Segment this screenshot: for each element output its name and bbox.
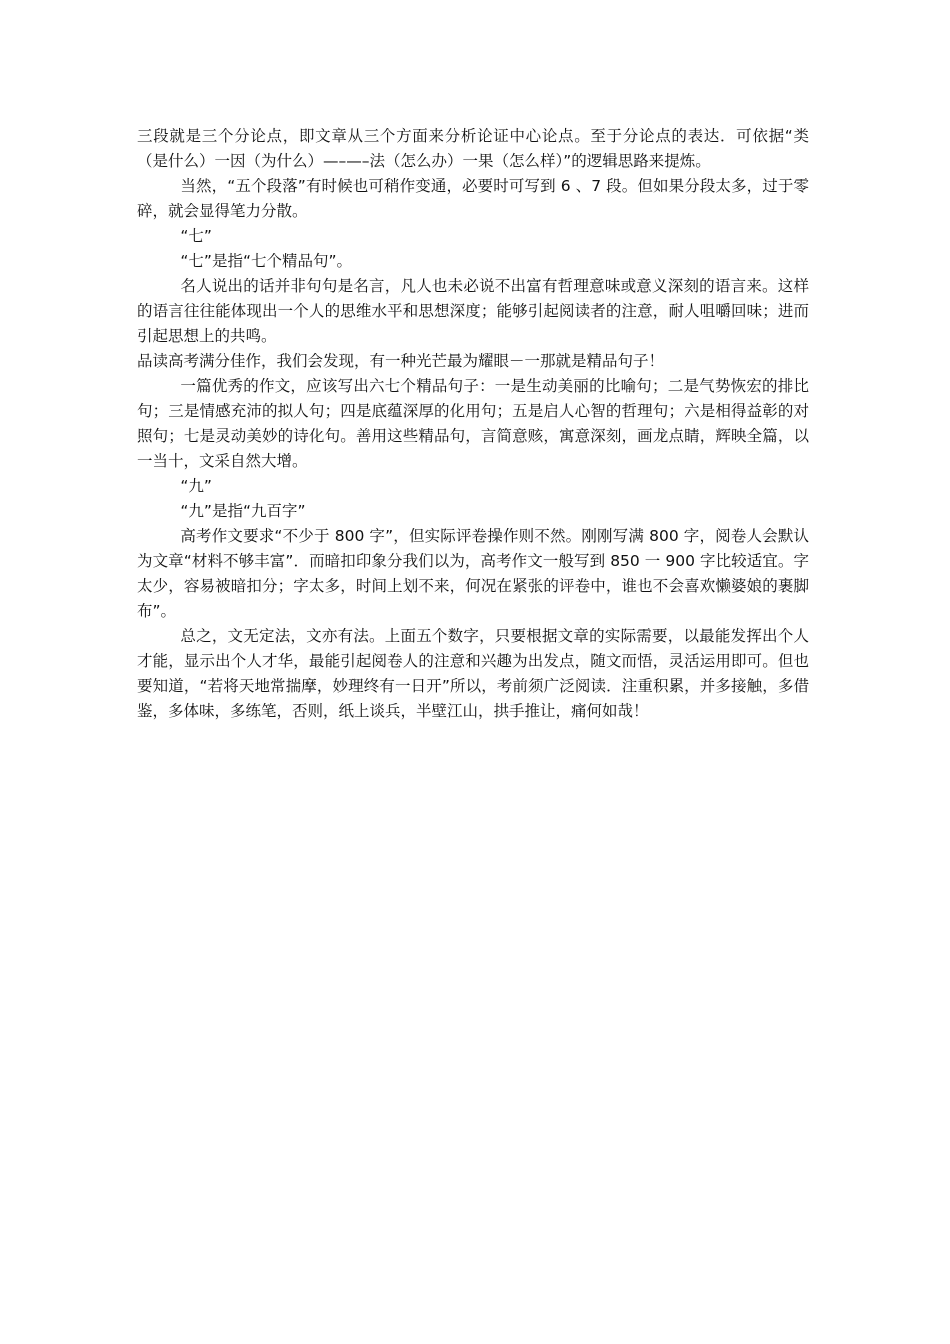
paragraph-famous-words: 名人说出的话并非句句是名言，凡人也未必说不出富有哲理意味或意义深刻的语言来。这样的语言往往能体现出一个人的思维水平和思想深度；能够引起阅读者的注意，耐人咀嚼回味；进而引起思想上的共鸣。 (137, 277, 809, 345)
paragraph-five-sections: 当然，“五个段落”有时候也可稍作变通，必要时可写到 6 、7 段。但如果分段太多，过于零碎，就会显得笔力分散。 (137, 177, 809, 220)
heading-seven: “七” (180, 227, 212, 245)
paragraph-nine-definition: “九”是指“九百字” (180, 502, 306, 520)
document-body (137, 124, 809, 724)
paragraph-subpoints: 三段就是三个分论点，即文章从三个方面来分析论证中心论点。至于分论点的表达．可依据“类（是什么）一因（为什么）—–—–法（怎么办）一果（怎么样）”的逻辑思路来提炼。 (137, 127, 809, 170)
paragraph-fine-sentences: 一篇优秀的作文，应该写出六七个精品句子：一是生动美丽的比喻句；二是气势恢宏的排比句；三是情感充沛的拟人句；四是底蕴深厚的化用句；五是启人心智的哲理句；六是相得益彰的对照句；七是灵动美妙的诗化句。善用这些精品句，言简意赅，寓意深刻，画龙点睛，辉映全篇，以一当十，文采自然大增。 (137, 377, 809, 470)
paragraph-conclusion: 总之，文无定法，文亦有法。上面五个数字，只要根据文章的实际需要，以最能发挥出个人才能，显示出个人才华，最能引起阅卷人的注意和兴趣为出发点，随文而悟，灵活运用即可。但也要知道，“若将天地常揣摩，妙理终有一日开”所以，考前须广泛阅读．注重积累，并多接触，多借鉴，多体味，多练笔，否则，纸上谈兵，半壁江山，拱手推让，痛何如哉！ (137, 627, 809, 720)
heading-nine: “九” (180, 477, 212, 495)
paragraph-seven-definition: “七”是指“七个精品句”。 (180, 252, 353, 270)
paragraph-essay-reading: 品读高考满分佳作，我们会发现，有一种光芒最为耀眼－一那就是精品句子！ (137, 352, 665, 370)
paragraph-word-count: 高考作文要求“不少于 800 字”，但实际评卷操作则不然。刚刚写满 800 字，阅卷人会默认为文章“材料不够丰富”．而暗扣印象分我们以为，高考作文一般写到 850 一 900 字比较适宜。字太少，容易被暗扣分；字太多，时间上划不来，何况在紧张的评卷中，谁也不会喜欢懒婆娘的裹脚布”。 (137, 527, 809, 620)
